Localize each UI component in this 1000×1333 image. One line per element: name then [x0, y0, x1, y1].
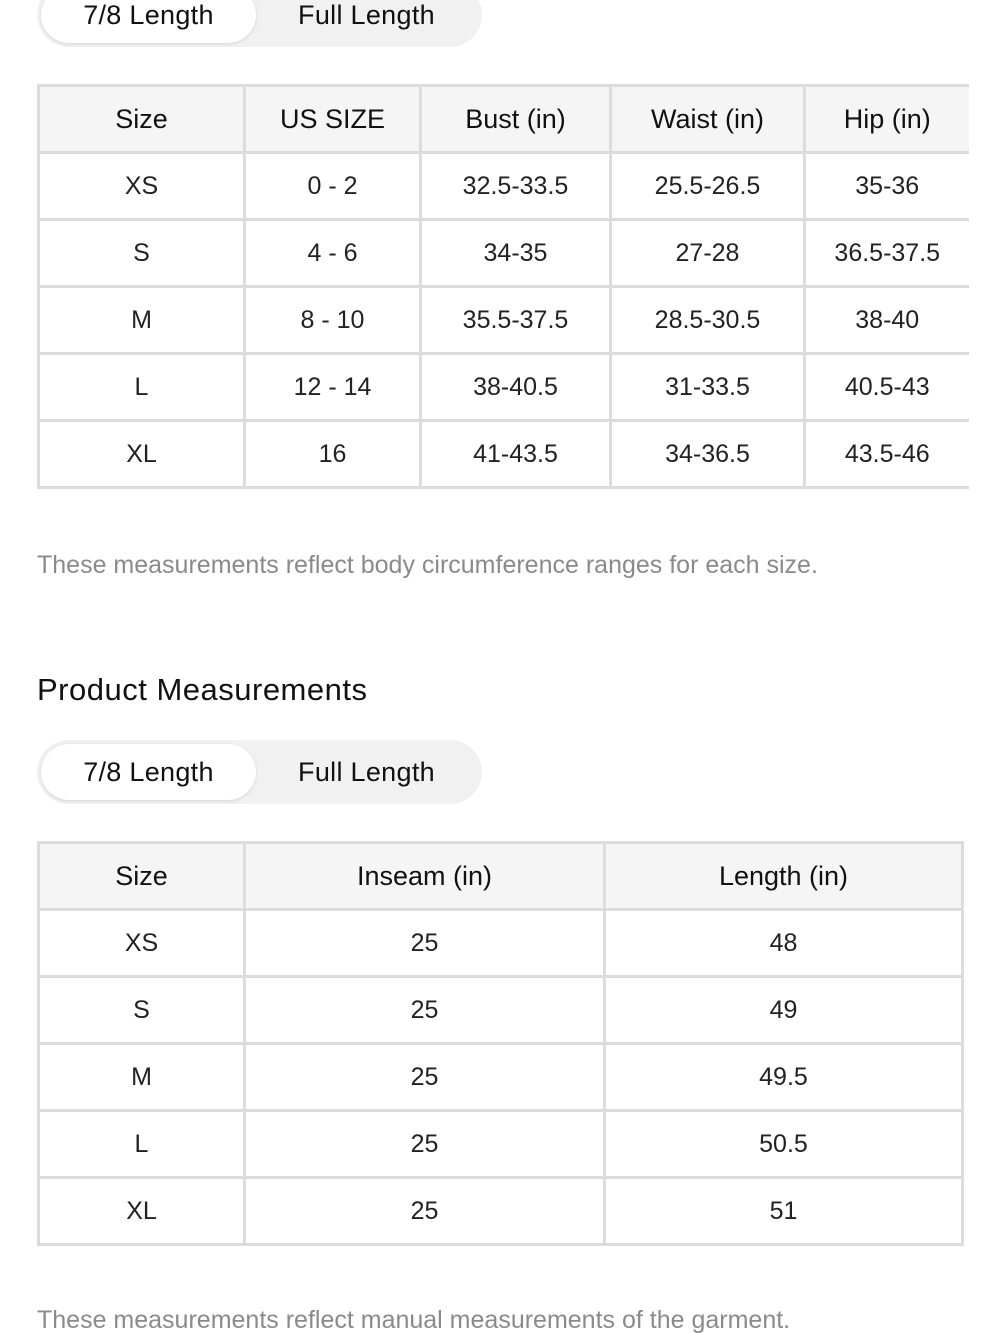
waist-cell: 27-28 [611, 220, 805, 287]
product-measurements-title: Product Measurements [37, 672, 368, 707]
length-cell: 51 [605, 1178, 963, 1245]
column-header-us-size: US SIZE [245, 86, 421, 153]
waist-cell: 31-33.5 [611, 354, 805, 421]
us-size-cell: 4 - 6 [245, 220, 421, 287]
tab-7-8-length[interactable]: 7/8 Length [41, 0, 256, 43]
table-header-row [39, 86, 969, 153]
size-cell: XL [39, 1178, 245, 1245]
table-row [39, 220, 969, 287]
size-cell: M [39, 287, 245, 354]
length-toggle-product [37, 740, 482, 804]
column-header-inseam: Inseam (in) [245, 843, 605, 910]
inseam-cell: 25 [245, 1044, 605, 1111]
size-cell: L [39, 354, 245, 421]
table-row [39, 421, 969, 488]
hip-cell: 40.5-43 [805, 354, 969, 421]
inseam-cell: 25 [245, 910, 605, 977]
length-cell: 49.5 [605, 1044, 963, 1111]
us-size-cell: 0 - 2 [245, 153, 421, 220]
column-header-size: Size [39, 86, 245, 153]
column-header-bust: Bust (in) [421, 86, 611, 153]
bust-cell: 41-43.5 [421, 421, 611, 488]
hip-cell: 43.5-46 [805, 421, 969, 488]
length-cell: 50.5 [605, 1111, 963, 1178]
inseam-cell: 25 [245, 1178, 605, 1245]
table-row [39, 1178, 963, 1245]
hip-cell: 36.5-37.5 [805, 220, 969, 287]
us-size-cell: 8 - 10 [245, 287, 421, 354]
table-row [39, 354, 969, 421]
column-header-size: Size [39, 843, 245, 910]
table-row [39, 910, 963, 977]
length-toggle-body [37, 0, 482, 47]
product-measurements-note: These measurements reflect manual measurements of the garment. [37, 1306, 791, 1333]
size-cell: XS [39, 153, 245, 220]
table-row [39, 977, 963, 1044]
size-cell: L [39, 1111, 245, 1178]
column-header-hip: Hip (in) [805, 86, 969, 153]
size-cell: S [39, 977, 245, 1044]
size-cell: M [39, 1044, 245, 1111]
waist-cell: 28.5-30.5 [611, 287, 805, 354]
table-header-row [39, 843, 963, 910]
table-row [39, 153, 969, 220]
table-row [39, 287, 969, 354]
hip-cell: 38-40 [805, 287, 969, 354]
size-cell: XL [39, 421, 245, 488]
size-cell: S [39, 220, 245, 287]
length-cell: 49 [605, 977, 963, 1044]
column-header-waist: Waist (in) [611, 86, 805, 153]
us-size-cell: 16 [245, 421, 421, 488]
body-measurements-note: These measurements reflect body circumference ranges for each size. [37, 551, 818, 579]
hip-cell: 35-36 [805, 153, 969, 220]
waist-cell: 25.5-26.5 [611, 153, 805, 220]
size-cell: XS [39, 910, 245, 977]
table-row [39, 1044, 963, 1111]
inseam-cell: 25 [245, 977, 605, 1044]
column-header-length: Length (in) [605, 843, 963, 910]
us-size-cell: 12 - 14 [245, 354, 421, 421]
bust-cell: 32.5-33.5 [421, 153, 611, 220]
body-size-table [37, 84, 969, 489]
length-cell: 48 [605, 910, 963, 977]
bust-cell: 38-40.5 [421, 354, 611, 421]
tab-7-8-length[interactable]: 7/8 Length [41, 744, 256, 800]
bust-cell: 34-35 [421, 220, 611, 287]
bust-cell: 35.5-37.5 [421, 287, 611, 354]
table-row [39, 1111, 963, 1178]
tab-full-length[interactable]: Full Length [298, 0, 435, 30]
inseam-cell: 25 [245, 1111, 605, 1178]
tab-full-length[interactable]: Full Length [298, 756, 435, 787]
waist-cell: 34-36.5 [611, 421, 805, 488]
product-measurements-table [37, 841, 964, 1246]
